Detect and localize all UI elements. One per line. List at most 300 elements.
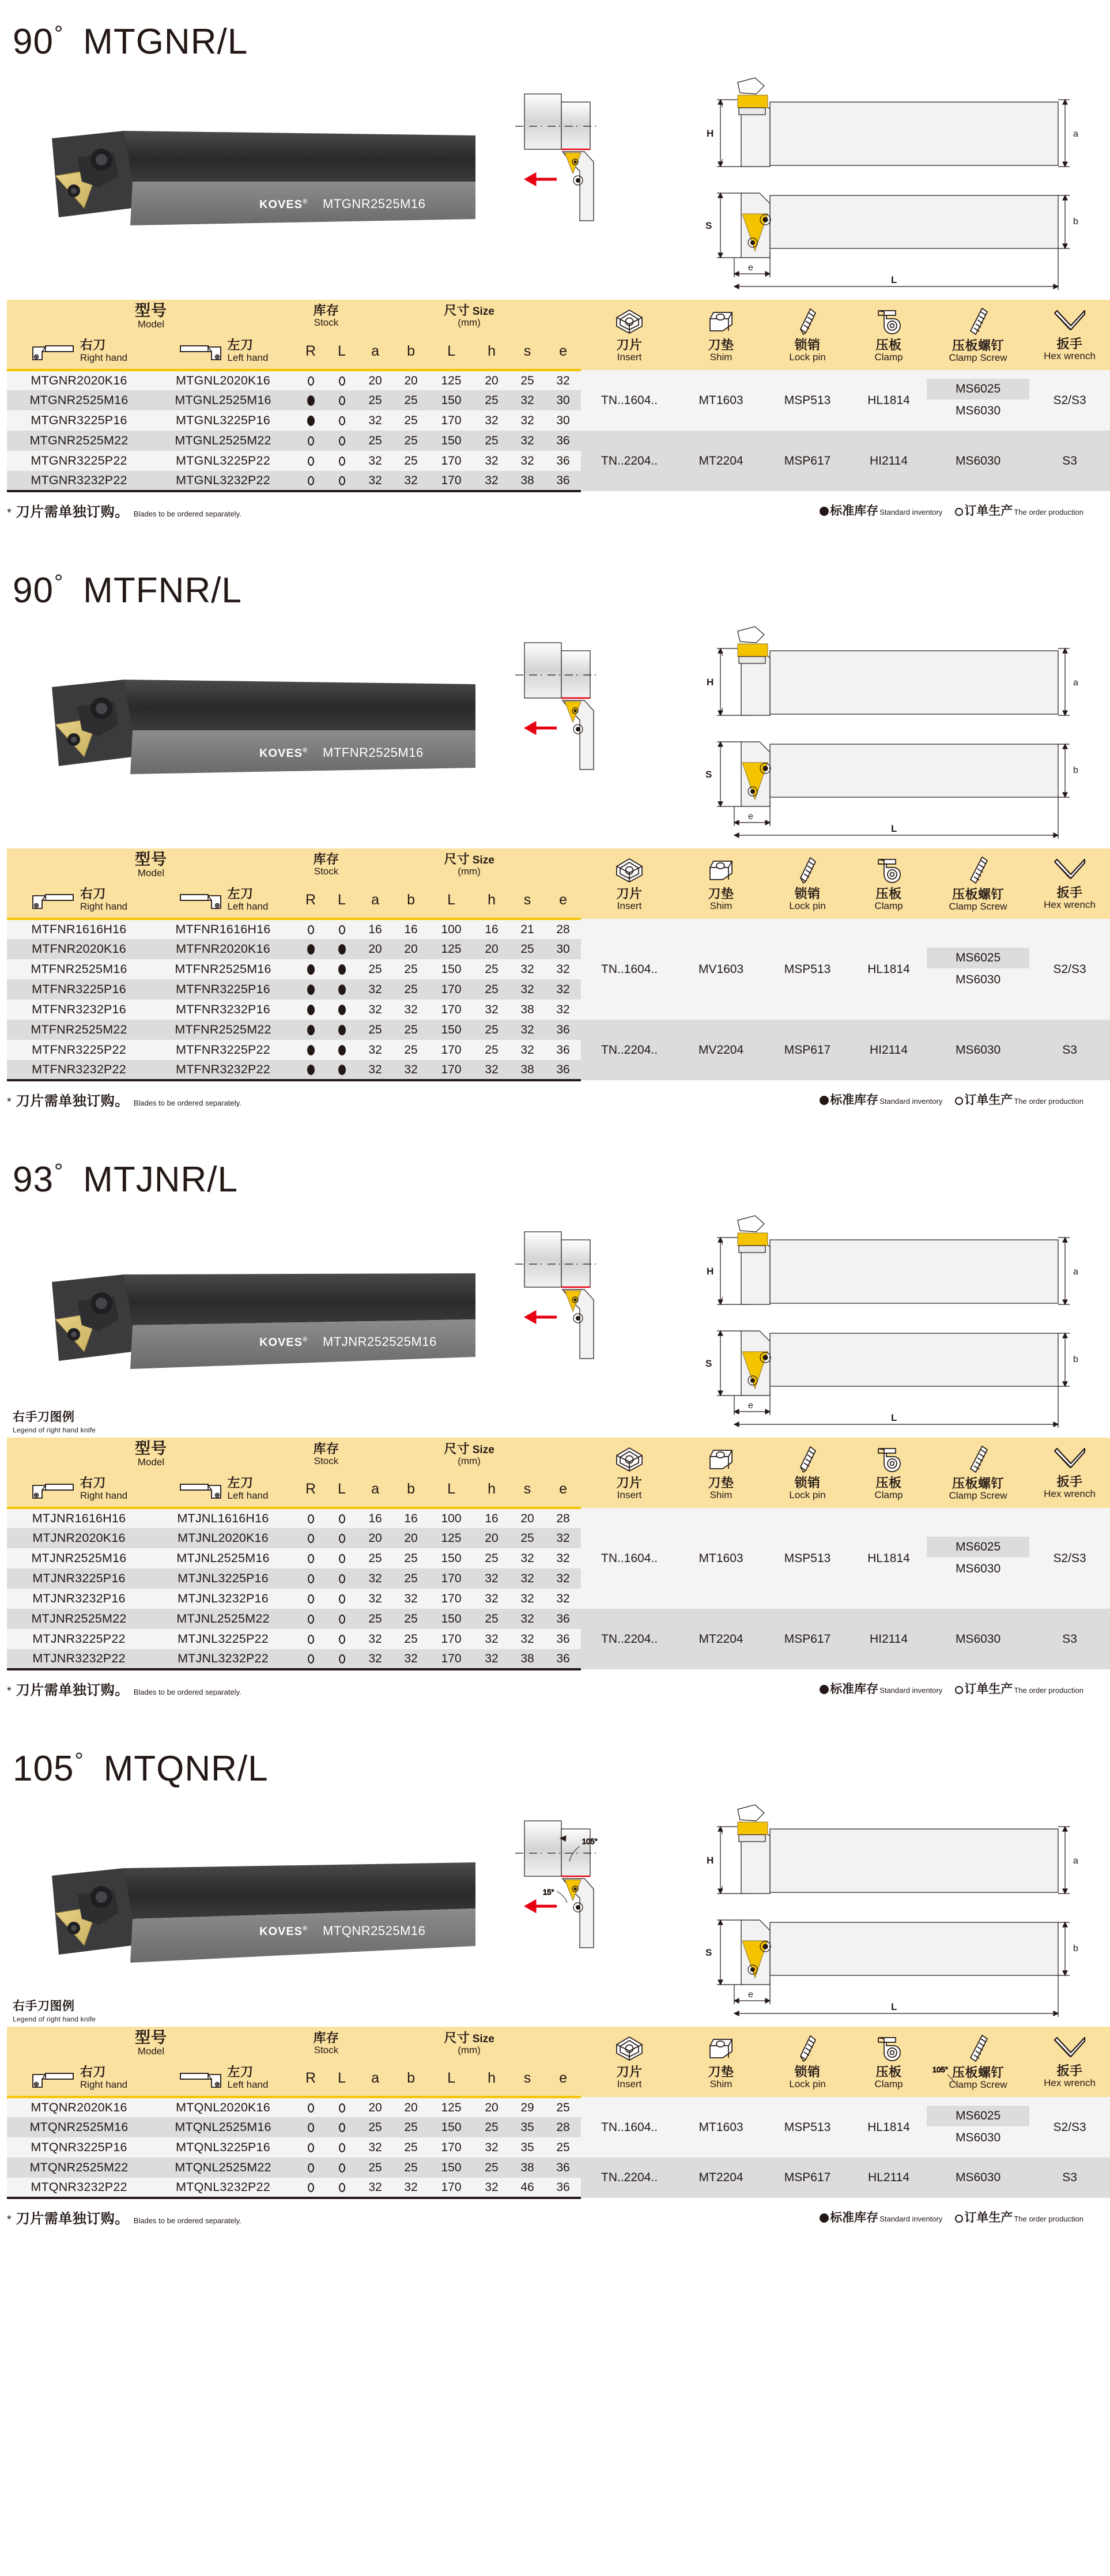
shim-icon — [705, 1445, 737, 1474]
cell-dim-a: 16 — [357, 919, 393, 939]
cell-model-left: MTJNL3232P22 — [151, 1649, 295, 1669]
cell-dim-b: 20 — [393, 1528, 429, 1548]
cell-shim: MT1603 — [678, 1508, 764, 1609]
cell-dim-a: 25 — [357, 390, 393, 410]
cell-clampscrew-small: MS6025 — [927, 948, 1029, 968]
header-dim-b: b — [393, 2060, 429, 2097]
legend-order-cn: 订单生产 — [964, 504, 1013, 518]
cell-stock-l — [326, 471, 357, 491]
stock-open-icon — [308, 925, 314, 934]
svg-text:L: L — [891, 274, 897, 286]
header-clamp-cn: 压板 — [875, 337, 902, 352]
cell-model-left: MTJNL3232P16 — [151, 1589, 295, 1609]
cell-dim-a: 20 — [357, 939, 393, 959]
cell-model-left: MTFNR3225P22 — [151, 1040, 295, 1060]
header-stock-en: Stock — [314, 317, 339, 329]
header-dim-h: h — [474, 333, 509, 370]
cell-dim-s: 32 — [509, 1629, 545, 1649]
cell-model-right: MTGNR2525M16 — [7, 390, 151, 410]
header-clamp — [851, 1438, 927, 1508]
spec-table-head — [7, 300, 1110, 370]
cell-stock-r — [295, 2158, 326, 2178]
stock-open-icon — [339, 1534, 345, 1543]
cell-wrench: S3 — [1029, 1609, 1110, 1669]
cell-model-left: MTGNL3225P16 — [151, 410, 295, 431]
header-model-en: Model — [137, 318, 165, 330]
cell-dim-a: 32 — [357, 979, 393, 1000]
cell-stock-r — [295, 959, 326, 979]
clamp-icon — [873, 307, 905, 336]
cell-stock-r — [295, 919, 326, 939]
header-shim — [678, 848, 764, 919]
cell-dim-b: 25 — [393, 390, 429, 410]
table-row[interactable] — [7, 919, 1110, 939]
cell-dim-a: 25 — [357, 1609, 393, 1629]
legend-standard-inventory — [820, 501, 942, 519]
cell-model-right: MTFNR3225P22 — [7, 1040, 151, 1060]
stock-filled-icon — [338, 1025, 346, 1035]
cell-insert: TN..2204.. — [581, 2158, 678, 2198]
cell-dim-l: 170 — [429, 2178, 474, 2198]
cell-model-right: MTJNR3225P16 — [7, 1568, 151, 1589]
cell-stock-l — [326, 1568, 357, 1589]
cell-dim-b: 20 — [393, 2097, 429, 2117]
cell-stock-l — [326, 390, 357, 410]
header-wrench-en: Hex wrench — [1044, 899, 1096, 910]
cell-dim-a: 32 — [357, 1629, 393, 1649]
header-insert — [581, 848, 678, 919]
cell-model-right: MTJNR3225P22 — [7, 1629, 151, 1649]
cell-insert: TN..2204.. — [581, 1020, 678, 1080]
header-stock-r: R — [295, 333, 326, 370]
cell-clampscrew-small: MS6025 — [927, 379, 1029, 399]
product-section-mtgnr — [0, 0, 1107, 549]
cell-dim-l: 170 — [429, 1649, 474, 1669]
cell-dim-b: 20 — [393, 939, 429, 959]
header-size — [357, 1438, 581, 1471]
right-hand-icon — [31, 2068, 75, 2091]
open-circle-icon — [955, 1097, 963, 1105]
product-section-mtjnr — [0, 1138, 1107, 1727]
cell-insert: TN..2204.. — [581, 431, 678, 491]
svg-text:a: a — [1073, 1856, 1078, 1866]
cell-stock-r — [295, 1649, 326, 1669]
stock-open-icon — [308, 376, 314, 386]
table-row[interactable] — [7, 1609, 1110, 1629]
cell-model-left: MTFNR2525M22 — [151, 1020, 295, 1040]
stock-open-icon — [308, 2183, 314, 2192]
svg-text:H: H — [707, 128, 714, 139]
header-clampscrew-cn: 压板螺钉 — [952, 338, 1005, 353]
cell-shim: MV1603 — [678, 919, 764, 1020]
legend-standard-cn: 标准库存 — [830, 1683, 879, 1696]
header-size-cn: 尺寸 — [444, 303, 470, 318]
cell-clampscrew-small: MS6025 — [927, 2106, 1029, 2126]
cell-dim-e: 36 — [545, 1629, 581, 1649]
degree-symbol: ° — [74, 1749, 84, 1774]
stock-open-icon — [339, 2123, 345, 2132]
cell-dim-h: 25 — [474, 2117, 509, 2137]
hex-wrench-icon — [1051, 2035, 1088, 2062]
cell-dim-a: 16 — [357, 1508, 393, 1528]
cell-dim-l: 150 — [429, 2158, 474, 2178]
header-model — [7, 848, 295, 882]
header-wrench — [1029, 300, 1110, 370]
cell-model-left: MTFNR3232P16 — [151, 1000, 295, 1020]
legend-label-en: Legend of right hand knife — [13, 1426, 96, 1435]
header-size-unit: (mm) — [458, 317, 481, 329]
svg-text:b: b — [1073, 765, 1078, 776]
cell-clamp: HI2114 — [851, 431, 927, 491]
header-clampscrew-en: Clamp Screw — [949, 1490, 1007, 1501]
header-lockpin-en: Lock pin — [789, 900, 826, 911]
cell-model-left: MTJNL2020K16 — [151, 1528, 295, 1548]
legend-order-production — [955, 1091, 1083, 1108]
cell-stock-l — [326, 939, 357, 959]
cell-dim-h: 32 — [474, 1589, 509, 1609]
cell-dim-a: 32 — [357, 2178, 393, 2198]
cell-wrench: S3 — [1029, 1020, 1110, 1080]
legend-order-en: The order production — [1014, 1686, 1083, 1695]
hex-wrench-icon — [1051, 308, 1088, 335]
cell-dim-s: 32 — [509, 1020, 545, 1040]
header-clamp-en: Clamp — [874, 351, 903, 363]
spec-table — [7, 300, 1110, 492]
stock-filled-icon — [338, 985, 346, 995]
stock-filled-icon — [307, 964, 315, 975]
cell-clampscrew-main: MS6030 — [955, 2130, 1001, 2144]
cell-model-right: MTGNR2525M22 — [7, 431, 151, 451]
cell-stock-l — [326, 431, 357, 451]
cell-model-right: MTFNR3225P16 — [7, 979, 151, 1000]
header-clamp — [851, 848, 927, 919]
header-model-cn: 型号 — [135, 2029, 167, 2047]
header-wrench-cn: 扳手 — [1056, 885, 1083, 900]
legend-standard-en: Standard inventory — [879, 1686, 943, 1695]
cell-clamp: HI2114 — [851, 1020, 927, 1080]
technical-drawings — [507, 615, 1101, 846]
cell-dim-e: 28 — [545, 1508, 581, 1528]
header-model-cn: 型号 — [135, 850, 167, 868]
open-circle-icon — [955, 1686, 963, 1694]
footnote-en: Blades to be ordered separately. — [133, 2216, 241, 2225]
insert-icon — [614, 856, 645, 885]
header-stock-r: R — [295, 1471, 326, 1508]
header-lockpin — [764, 300, 851, 370]
cell-dim-h: 20 — [474, 2097, 509, 2117]
legend-standard-en: Standard inventory — [879, 2215, 943, 2224]
cell-dim-l: 150 — [429, 1020, 474, 1040]
cell-dim-h: 25 — [474, 2158, 509, 2178]
cell-stock-l — [326, 1609, 357, 1629]
cell-dim-s: 32 — [509, 431, 545, 451]
header-lockpin-cn: 锁销 — [794, 1476, 821, 1490]
header-clampscrew-cn: 压板螺钉 — [952, 887, 1005, 902]
section-angle: 93 — [13, 1160, 54, 1200]
stock-open-icon — [308, 2123, 314, 2132]
header-shim — [678, 1438, 764, 1508]
spec-table-body — [7, 919, 1110, 1080]
cell-dim-e: 30 — [545, 410, 581, 431]
header-lockpin-en: Lock pin — [789, 1489, 826, 1500]
cell-dim-b: 25 — [393, 431, 429, 451]
clamp-screw-icon — [966, 1444, 990, 1474]
cell-dim-e: 30 — [545, 939, 581, 959]
header-wrench-en: Hex wrench — [1044, 350, 1096, 361]
cell-lockpin: MSP513 — [764, 919, 851, 1020]
header-shim-en: Shim — [709, 1489, 733, 1500]
cell-shim: MT1603 — [678, 370, 764, 431]
header-clampscrew-en: Clamp Screw — [949, 352, 1007, 363]
svg-text:a: a — [1073, 1267, 1078, 1277]
cell-dim-s: 29 — [509, 2097, 545, 2117]
svg-text:S: S — [705, 769, 712, 780]
cell-dim-h: 32 — [474, 451, 509, 471]
cell-clampscrew: MS6030 — [927, 1609, 1029, 1669]
header-right-hand-cn: 右刀 — [80, 337, 106, 352]
header-wrench — [1029, 1438, 1110, 1508]
cell-dim-b: 25 — [393, 2158, 429, 2178]
header-clamp-en: Clamp — [874, 1489, 903, 1500]
section-visual — [0, 1198, 1107, 1438]
cell-model-right: MTFNR1616H16 — [7, 919, 151, 939]
cell-dim-l: 100 — [429, 1508, 474, 1528]
section-angle: 105 — [13, 1749, 74, 1789]
cell-model-left: MTFNR3225P16 — [151, 979, 295, 1000]
header-dim-a: a — [357, 333, 393, 370]
svg-text:KOVES®: KOVES® — [259, 1336, 308, 1349]
cell-shim: MT1603 — [678, 2097, 764, 2158]
table-row[interactable] — [7, 370, 1110, 390]
degree-symbol: ° — [54, 22, 64, 46]
cell-dim-b: 25 — [393, 2137, 429, 2158]
header-lockpin — [764, 1438, 851, 1508]
cell-dim-e: 32 — [545, 1528, 581, 1548]
cell-dim-s: 38 — [509, 1000, 545, 1020]
cell-shim: MT2204 — [678, 431, 764, 491]
cell-dim-a: 20 — [357, 370, 393, 390]
cell-dim-s: 38 — [509, 1649, 545, 1669]
header-stock-cn: 库存 — [313, 852, 339, 867]
header-stock-en: Stock — [314, 866, 339, 877]
cell-dim-b: 16 — [393, 919, 429, 939]
legend-standard-inventory — [820, 1680, 942, 1697]
header-right-hand — [7, 882, 151, 919]
cell-dim-s: 32 — [509, 410, 545, 431]
header-shim-en: Shim — [709, 900, 733, 911]
header-shim-en: Shim — [709, 2079, 733, 2090]
header-size-cn: 尺寸 — [444, 2030, 470, 2045]
cell-dim-e: 36 — [545, 1649, 581, 1669]
cell-dim-s: 32 — [509, 1040, 545, 1060]
cell-model-left: MTQNL3232P22 — [151, 2178, 295, 2198]
cell-stock-r — [295, 1020, 326, 1040]
product-section-mtfnr — [0, 549, 1107, 1138]
cell-clampscrew-main: MS6030 — [955, 972, 1001, 986]
cell-clamp: HL1814 — [851, 2097, 927, 2158]
cell-dim-s: 32 — [509, 1568, 545, 1589]
stock-filled-icon — [338, 1045, 346, 1055]
section-visual — [0, 61, 1107, 300]
cell-model-right: MTQNR2525M22 — [7, 2158, 151, 2178]
cell-stock-l — [326, 1649, 357, 1669]
header-dim-a: a — [357, 2060, 393, 2097]
open-circle-icon — [955, 2215, 963, 2223]
cell-dim-b: 16 — [393, 1508, 429, 1528]
legend-right-hand-knife — [13, 1408, 96, 1434]
stock-open-icon — [339, 396, 345, 405]
header-clampscrew — [927, 848, 1029, 919]
stock-open-icon — [339, 457, 345, 466]
header-dim-h: h — [474, 882, 509, 919]
cell-dim-a: 32 — [357, 2137, 393, 2158]
cell-model-right: MTJNR2525M22 — [7, 1609, 151, 1629]
cell-model-left: MTQNL3225P16 — [151, 2137, 295, 2158]
stock-open-icon — [339, 1514, 345, 1523]
cell-clampscrew-main: MS6030 — [955, 403, 1001, 417]
cell-stock-r — [295, 939, 326, 959]
stock-open-icon — [339, 2163, 345, 2173]
cell-lockpin: MSP513 — [764, 1508, 851, 1609]
stock-open-icon — [308, 2103, 314, 2113]
cell-stock-l — [326, 1548, 357, 1568]
cell-stock-r — [295, 451, 326, 471]
cell-stock-l — [326, 1020, 357, 1040]
cell-lockpin: MSP617 — [764, 1020, 851, 1080]
cell-dim-a: 32 — [357, 1589, 393, 1609]
table-row[interactable] — [7, 1020, 1110, 1040]
legend-order-en: The order production — [1014, 508, 1083, 517]
svg-text:MTGNR2525M16: MTGNR2525M16 — [323, 197, 426, 212]
header-right-hand-cn: 右刀 — [80, 1475, 106, 1490]
spec-table-body — [7, 2097, 1110, 2198]
spec-table-body — [7, 370, 1110, 491]
header-shim-cn: 刀垫 — [708, 2065, 734, 2080]
degree-symbol: ° — [54, 571, 64, 595]
cell-dim-h: 25 — [474, 1609, 509, 1629]
cell-model-right: MTFNR2525M16 — [7, 959, 151, 979]
header-left-hand-en: Left hand — [227, 352, 269, 363]
cell-dim-s: 25 — [509, 370, 545, 390]
cell-dim-e: 32 — [545, 959, 581, 979]
stock-open-icon — [308, 1615, 314, 1624]
cell-dim-e: 36 — [545, 2158, 581, 2178]
svg-text:b: b — [1073, 1944, 1078, 1954]
header-dim-b: b — [393, 333, 429, 370]
product-photo — [17, 1233, 478, 1406]
section-model-family: MTQNR/L — [103, 1749, 269, 1789]
cell-model-right: MTJNR2525M16 — [7, 1548, 151, 1568]
cell-dim-s: 35 — [509, 2137, 545, 2158]
header-insert-cn: 刀片 — [616, 886, 643, 901]
stock-open-icon — [308, 1635, 314, 1644]
header-wrench-cn: 扳手 — [1056, 336, 1083, 351]
header-left-hand-cn: 左刀 — [227, 1475, 254, 1490]
cell-model-left: MTQNL2020K16 — [151, 2097, 295, 2117]
cell-stock-l — [326, 451, 357, 471]
cell-dim-s: 38 — [509, 1060, 545, 1080]
header-left-hand-cn: 左刀 — [227, 886, 254, 901]
header-shim-cn: 刀垫 — [708, 886, 734, 901]
table-row[interactable] — [7, 1508, 1110, 1528]
lock-pin-icon — [796, 856, 819, 885]
svg-text:a: a — [1073, 678, 1078, 688]
product-photo — [17, 1822, 478, 1995]
table-footnote — [7, 1089, 1100, 1109]
header-lockpin — [764, 848, 851, 919]
table-row[interactable] — [7, 431, 1110, 451]
svg-text:KOVES®: KOVES® — [259, 747, 308, 760]
shim-icon — [705, 2034, 737, 2063]
cell-model-right: MTGNR2020K16 — [7, 370, 151, 390]
section-model-family: MTFNR/L — [83, 571, 242, 611]
svg-text:KOVES®: KOVES® — [259, 198, 308, 212]
cell-dim-e: 32 — [545, 1589, 581, 1609]
header-wrench-cn: 扳手 — [1056, 2064, 1083, 2079]
table-row[interactable] — [7, 2097, 1110, 2117]
header-right-hand-en: Right hand — [80, 352, 128, 363]
cell-dim-l: 125 — [429, 939, 474, 959]
header-size — [357, 300, 581, 333]
cell-dim-s: 32 — [509, 1609, 545, 1629]
cell-dim-h: 32 — [474, 410, 509, 431]
cell-stock-l — [326, 410, 357, 431]
cell-wrench: S2/S3 — [1029, 1508, 1110, 1609]
header-clamp-cn: 压板 — [875, 2065, 902, 2080]
lock-pin-icon — [796, 2034, 819, 2063]
table-row[interactable] — [7, 2158, 1110, 2178]
cell-dim-l: 150 — [429, 1609, 474, 1629]
cell-dim-b: 25 — [393, 1548, 429, 1568]
header-clampscrew-en: Clamp Screw — [949, 900, 1007, 912]
header-size-cn: 尺寸 — [444, 852, 470, 867]
cell-dim-h: 25 — [474, 1040, 509, 1060]
cell-insert: TN..1604.. — [581, 919, 678, 1020]
stock-filled-icon — [338, 1005, 346, 1015]
cell-dim-l: 125 — [429, 1528, 474, 1548]
header-lockpin — [764, 2027, 851, 2097]
stock-open-icon — [308, 1654, 314, 1664]
table-footnote — [7, 1679, 1100, 1698]
header-size-unit: (mm) — [458, 2044, 481, 2055]
footnote-star: * — [7, 1684, 12, 1698]
cell-dim-a: 32 — [357, 1568, 393, 1589]
cell-model-left: MTJNL1616H16 — [151, 1508, 295, 1528]
header-clamp-en: Clamp — [874, 2079, 903, 2090]
footnote-cn: 刀片需单独订购。 — [16, 1682, 129, 1698]
cell-model-right: MTQNR3225P16 — [7, 2137, 151, 2158]
cell-model-left: MTGNL3232P22 — [151, 471, 295, 491]
header-dim-l: L — [429, 333, 474, 370]
cell-stock-r — [295, 1040, 326, 1060]
header-size-en: Size — [472, 1443, 494, 1456]
cell-clampscrew — [927, 1508, 1029, 1609]
cell-dim-a: 32 — [357, 1060, 393, 1080]
header-model-en: Model — [137, 2046, 165, 2057]
svg-text:MTQNR2525M16: MTQNR2525M16 — [323, 1923, 426, 1938]
header-wrench — [1029, 2027, 1110, 2097]
legend-order-production — [955, 501, 1083, 519]
filled-circle-icon — [820, 1096, 829, 1105]
cell-dim-h: 32 — [474, 1568, 509, 1589]
cell-dim-e: 36 — [545, 2178, 581, 2198]
cell-stock-l — [326, 2097, 357, 2117]
cell-dim-h: 32 — [474, 1649, 509, 1669]
clamp-screw-icon — [966, 307, 990, 337]
header-right-hand-en: Right hand — [80, 900, 128, 912]
clamp-icon — [873, 2034, 905, 2063]
cell-dim-h: 16 — [474, 919, 509, 939]
